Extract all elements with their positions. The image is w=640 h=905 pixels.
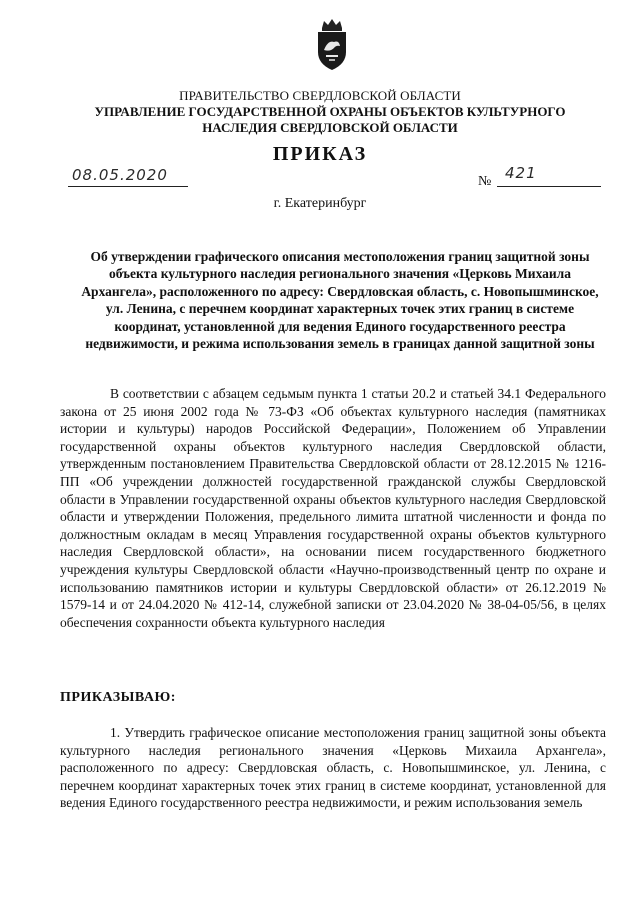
city: г. Екатеринбург: [273, 196, 367, 211]
preamble-paragraph: В соответствии с абзацем седьмым пункта 1 статьи 20.2 и статьей 34.1 Федерального закона от 25 июня 2002 года № 73-ФЗ «Об объектах культурного наследия (памятниках истории и культуры) народов Российской Федерации», Положением об Управлении государственной охраны объектов культурного наследия Свердловской области, утвержденным постановлением Правительства Свердловской области от 28.12.2015 № 1216-ПП «Об учреждении должностей государственной гражданской службы Свердловской области в Управлении государственной охраны объектов культурного наследия Свердловской области и утверждении Положения, предельного лимита штатной численности и фонда по должностным окладам в месяц Управления государственной охраны объектов культурного наследия Свердловской области», на основании писем государственного бюджетного учреждения культуры Свердловской области «Научно-производственный центр по охране и использованию памятников истории и культуры Свердловской области» от 26.12.2019 № 1579-14 и от 24.04.2020 № 412-14, служебной записки от 23.04.2020 № 38-04-05/56, в целях обеспечения сохранности объекта культурного наследия: [60, 386, 606, 630]
number-value: 421: [505, 164, 537, 182]
order-word: ПРИКАЗЫВАЮ:: [60, 690, 176, 705]
number-field: [497, 164, 601, 187]
date-value: 08.05.2020: [72, 166, 168, 184]
document-title: Об утверждении графического описания местоположения границ защитной зоны объекта культурного наследия регионального значения «Церковь Михаила Архангела», расположенного по адресу: Свердловская область, с. Новопышминское, ул. Ленина, с перечнем координат характерных точек этих границ в системе координат, установленной для ведения Единого государственного реестра недвижимости, и режима использования земель в границах данной защитной зоны: [81, 249, 599, 352]
government-name: ПРАВИТЕЛЬСТВО СВЕРДЛОВСКОЙ ОБЛАСТИ: [179, 88, 461, 103]
date-field: [68, 166, 188, 187]
order-item-1: 1. Утвердить графическое описание местоположения границ защитной зоны объекта культурного наследия регионального значения «Церковь Михаила Архангела», расположенного по адресу: Свердловская область, с. Новопышминское, ул. Ленина, с перечнем координат характерных точек этих границ в системе координат, установленной для ведения Единого государственного реестра недвижимости, и режим использования земель: [60, 725, 606, 811]
number-label: №: [478, 174, 492, 189]
coat-of-arms-icon: [312, 18, 352, 72]
document-type: ПРИКАЗ: [272, 143, 368, 165]
department-name: УПРАВЛЕНИЕ ГОСУДАРСТВЕННОЙ ОХРАНЫ ОБЪЕКТОВ КУЛЬТУРНОГО НАСЛЕДИЯ СВЕРДЛОВСКОЙ ОБЛАСТИ: [94, 104, 566, 135]
